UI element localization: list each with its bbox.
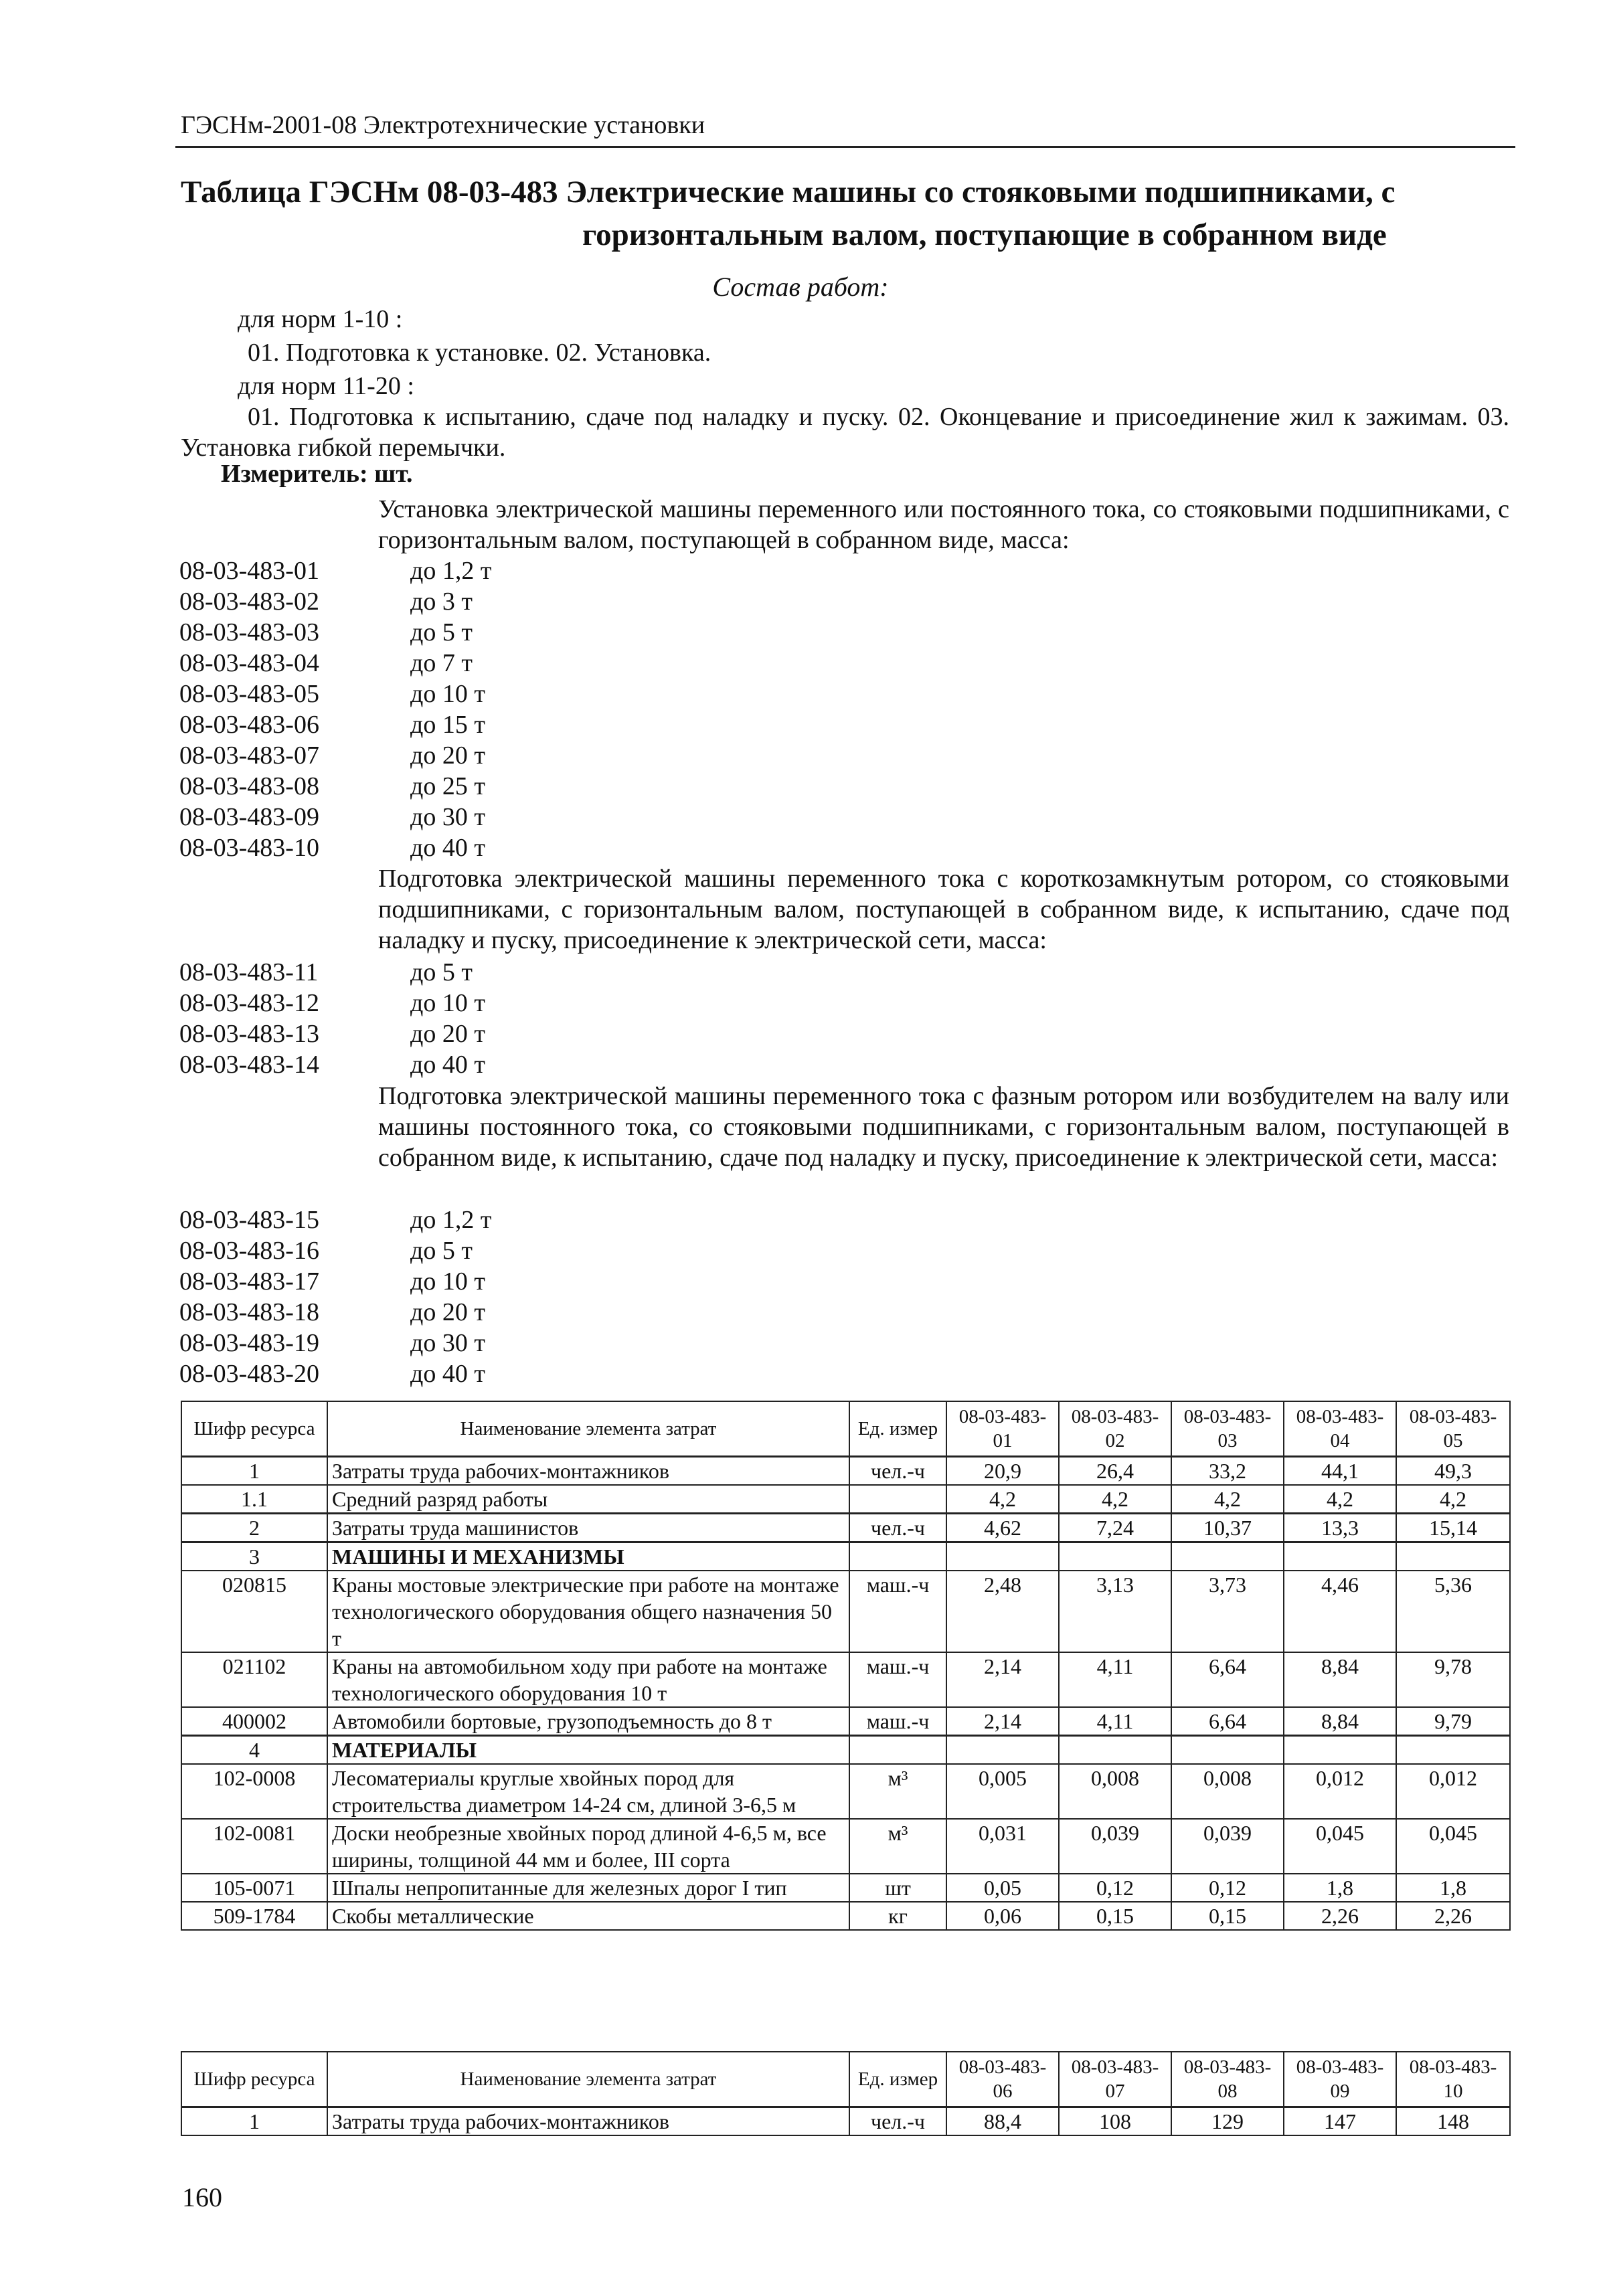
composition-label: Состав работ: bbox=[712, 272, 889, 302]
norms-11-20-label: для норм 11-20 : bbox=[238, 372, 414, 400]
norm-row bbox=[179, 1235, 611, 1266]
norm-code: 08-03-483-08 bbox=[179, 772, 319, 800]
norm-mass: до 5 т bbox=[410, 1237, 473, 1265]
table-header-row bbox=[181, 2052, 1510, 2107]
norm-row bbox=[179, 1328, 611, 1358]
norm-code: 08-03-483-11 bbox=[179, 958, 319, 986]
norm-mass: до 20 т bbox=[410, 741, 485, 770]
header-cell: Наименование элемента затрат bbox=[327, 1401, 849, 1457]
value-cell: 108 bbox=[1059, 2107, 1171, 2136]
table-row bbox=[181, 1764, 1510, 1819]
header-cell: Ед. измер bbox=[849, 1401, 946, 1457]
header-cell: 08-03-483-03 bbox=[1171, 1401, 1284, 1457]
header-cell: 08-03-483-08 bbox=[1171, 2052, 1284, 2107]
unit-cell: м³ bbox=[849, 1764, 946, 1819]
norm-mass: до 20 т bbox=[410, 1298, 485, 1326]
value-cell: 0,045 bbox=[1284, 1819, 1396, 1874]
norm-code: 08-03-483-10 bbox=[179, 834, 319, 862]
norm-code: 08-03-483-04 bbox=[179, 649, 319, 677]
resource-name-cell: Краны на автомобильном ходу при работе на монтаже технологического оборудования 10 т bbox=[327, 1652, 849, 1707]
resource-code-cell: 400002 bbox=[181, 1707, 327, 1736]
norm-mass: до 5 т bbox=[410, 618, 473, 646]
resource-table-1 bbox=[181, 1401, 1511, 1931]
norm-mass: до 20 т bbox=[410, 1020, 485, 1048]
norm-row bbox=[179, 1266, 611, 1297]
title-line-2: горизонтальным валом, поступающие в собранном виде bbox=[582, 217, 1387, 252]
norm-code: 08-03-483-12 bbox=[179, 989, 319, 1017]
value-cell: 0,12 bbox=[1059, 1874, 1171, 1902]
value-cell: 4,2 bbox=[1396, 1485, 1510, 1514]
value-cell bbox=[946, 1736, 1059, 1765]
group2-codes bbox=[179, 957, 611, 1080]
value-cell bbox=[1284, 1736, 1396, 1765]
table-row bbox=[181, 1652, 1510, 1707]
header-cell: 08-03-483-09 bbox=[1284, 2052, 1396, 2107]
norm-row bbox=[179, 555, 611, 586]
value-cell: 4,62 bbox=[946, 1514, 1059, 1542]
norm-mass: до 7 т bbox=[410, 649, 473, 677]
unit-cell: шт bbox=[849, 1874, 946, 1902]
norm-mass: до 10 т bbox=[410, 680, 485, 708]
value-cell: 7,24 bbox=[1059, 1514, 1171, 1542]
value-cell: 1,8 bbox=[1396, 1874, 1510, 1902]
resource-code-cell: 4 bbox=[181, 1736, 327, 1765]
table-row bbox=[181, 1707, 1510, 1736]
value-cell: 4,46 bbox=[1284, 1571, 1396, 1652]
norms-1-10-label: для норм 1-10 : bbox=[238, 305, 403, 333]
value-cell: 4,2 bbox=[1284, 1485, 1396, 1514]
value-cell: 0,031 bbox=[946, 1819, 1059, 1874]
value-cell: 129 bbox=[1171, 2107, 1284, 2136]
table-row bbox=[181, 1485, 1510, 1514]
value-cell: 0,005 bbox=[946, 1764, 1059, 1819]
resource-name-cell: Средний разряд работы bbox=[327, 1485, 849, 1514]
unit-cell: м³ bbox=[849, 1819, 946, 1874]
unit-cell: чел.-ч bbox=[849, 1514, 946, 1542]
value-cell: 2,48 bbox=[946, 1571, 1059, 1652]
header-cell: 08-03-483-04 bbox=[1284, 1401, 1396, 1457]
title-line-1: Таблица ГЭСНм 08-03-483 Электрические машины со стояковыми подшипниками, с bbox=[181, 175, 1396, 209]
norm-row bbox=[179, 988, 611, 1019]
resource-name-cell: Краны мостовые электрические при работе на монтаже технологического оборудования общего назначения 50 т bbox=[327, 1571, 849, 1652]
norm-mass: до 10 т bbox=[410, 1267, 485, 1296]
value-cell bbox=[1284, 1542, 1396, 1571]
resource-code-cell: 102-0008 bbox=[181, 1764, 327, 1819]
norm-row bbox=[179, 771, 611, 802]
norm-row bbox=[179, 1297, 611, 1328]
norm-mass: до 1,2 т bbox=[410, 557, 492, 585]
value-cell bbox=[1396, 1736, 1510, 1765]
norm-row bbox=[179, 679, 611, 709]
norms-11-20-text: 01. Подготовка к испытанию, сдаче под наладку и пуску. 02. Оконцевание и присоединение жил к зажимам. 03. Установка гибкой перемычки. bbox=[181, 403, 1509, 462]
header-cell: Шифр ресурса bbox=[181, 2052, 327, 2107]
value-cell: 6,64 bbox=[1171, 1652, 1284, 1707]
table-row bbox=[181, 1736, 1510, 1765]
value-cell: 88,4 bbox=[946, 2107, 1059, 2136]
norm-code: 08-03-483-03 bbox=[179, 618, 319, 646]
group3-codes bbox=[179, 1205, 611, 1389]
norm-code: 08-03-483-14 bbox=[179, 1051, 319, 1079]
group1-description: Установка электрической машины переменного или постоянного тока, со стояковыми подшипниками, с горизонтальным валом, поступающей в собранном виде, масса: bbox=[378, 495, 1509, 554]
norm-code: 08-03-483-19 bbox=[179, 1329, 319, 1357]
header-cell: 08-03-483-01 bbox=[946, 1401, 1059, 1457]
header-cell: 08-03-483-06 bbox=[946, 2052, 1059, 2107]
header-rule bbox=[175, 146, 1515, 148]
norm-code: 08-03-483-16 bbox=[179, 1237, 319, 1265]
norm-mass: до 40 т bbox=[410, 834, 485, 862]
table-row bbox=[181, 1902, 1510, 1930]
value-cell: 4,11 bbox=[1059, 1707, 1171, 1736]
header-cell: Шифр ресурса bbox=[181, 1401, 327, 1457]
norm-code: 08-03-483-01 bbox=[179, 557, 319, 585]
norm-row bbox=[179, 957, 611, 988]
header-cell: Наименование элемента затрат bbox=[327, 2052, 849, 2107]
resource-code-cell: 1.1 bbox=[181, 1485, 327, 1514]
norm-code: 08-03-483-05 bbox=[179, 680, 319, 708]
value-cell: 10,37 bbox=[1171, 1514, 1284, 1542]
norm-row bbox=[179, 832, 611, 863]
value-cell bbox=[946, 1542, 1059, 1571]
norm-mass: до 1,2 т bbox=[410, 1206, 492, 1234]
resource-code-cell: 021102 bbox=[181, 1652, 327, 1707]
resource-name-cell: Затраты труда рабочих-монтажников bbox=[327, 1457, 849, 1486]
norm-mass: до 30 т bbox=[410, 803, 485, 831]
norm-row bbox=[179, 709, 611, 740]
norm-code: 08-03-483-20 bbox=[179, 1360, 319, 1388]
value-cell: 2,14 bbox=[946, 1652, 1059, 1707]
unit-cell: маш.-ч bbox=[849, 1707, 946, 1736]
norm-row bbox=[179, 1049, 611, 1080]
resource-name-cell: МАТЕРИАЛЫ bbox=[327, 1736, 849, 1765]
value-cell: 44,1 bbox=[1284, 1457, 1396, 1486]
value-cell bbox=[1059, 1542, 1171, 1571]
norm-row bbox=[179, 586, 611, 617]
table-row bbox=[181, 1542, 1510, 1571]
resource-name-cell: Затраты труда рабочих-монтажников bbox=[327, 2107, 849, 2136]
norm-code: 08-03-483-07 bbox=[179, 741, 319, 770]
norms-1-10-text: 01. Подготовка к установке. 02. Установка. bbox=[248, 339, 711, 367]
norm-row bbox=[179, 1205, 611, 1235]
header-cell: 08-03-483-07 bbox=[1059, 2052, 1171, 2107]
norm-mass: до 25 т bbox=[410, 772, 485, 800]
value-cell: 4,2 bbox=[946, 1485, 1059, 1514]
value-cell bbox=[1171, 1736, 1284, 1765]
table-row bbox=[181, 2107, 1510, 2136]
norm-code: 08-03-483-09 bbox=[179, 803, 319, 831]
resource-name-cell: Лесоматериалы круглые хвойных пород для строительства диаметром 14-24 см, длиной 3-6,5 м bbox=[327, 1764, 849, 1819]
norm-mass: до 3 т bbox=[410, 588, 473, 616]
value-cell bbox=[1171, 1542, 1284, 1571]
resource-name-cell: Шпалы непропитанные для железных дорог I тип bbox=[327, 1874, 849, 1902]
unit-cell: чел.-ч bbox=[849, 2107, 946, 2136]
value-cell: 0,012 bbox=[1284, 1764, 1396, 1819]
norm-row bbox=[179, 617, 611, 648]
norm-code: 08-03-483-17 bbox=[179, 1267, 319, 1296]
resource-code-cell: 020815 bbox=[181, 1571, 327, 1652]
value-cell: 1,8 bbox=[1284, 1874, 1396, 1902]
table-row bbox=[181, 1874, 1510, 1902]
value-cell: 15,14 bbox=[1396, 1514, 1510, 1542]
value-cell: 6,64 bbox=[1171, 1707, 1284, 1736]
unit-cell: чел.-ч bbox=[849, 1457, 946, 1486]
value-cell: 4,2 bbox=[1171, 1485, 1284, 1514]
value-cell: 49,3 bbox=[1396, 1457, 1510, 1486]
unit-cell: маш.-ч bbox=[849, 1652, 946, 1707]
meter-label: Измеритель: шт. bbox=[221, 460, 413, 488]
value-cell: 0,039 bbox=[1171, 1819, 1284, 1874]
norm-mass: до 10 т bbox=[410, 989, 485, 1017]
value-cell: 0,012 bbox=[1396, 1764, 1510, 1819]
norm-mass: до 40 т bbox=[410, 1051, 485, 1079]
table-row bbox=[181, 1514, 1510, 1542]
norm-mass: до 40 т bbox=[410, 1360, 485, 1388]
value-cell bbox=[1396, 1542, 1510, 1571]
value-cell: 2,14 bbox=[946, 1707, 1059, 1736]
value-cell: 4,2 bbox=[1059, 1485, 1171, 1514]
resource-name-cell: МАШИНЫ И МЕХАНИЗМЫ bbox=[327, 1542, 849, 1571]
header-cell: 08-03-483-02 bbox=[1059, 1401, 1171, 1457]
table-row bbox=[181, 1571, 1510, 1652]
value-cell: 0,008 bbox=[1171, 1764, 1284, 1819]
page-number: 160 bbox=[182, 2182, 222, 2212]
norm-mass: до 30 т bbox=[410, 1329, 485, 1357]
value-cell: 9,78 bbox=[1396, 1652, 1510, 1707]
header-cell: 08-03-483-10 bbox=[1396, 2052, 1510, 2107]
value-cell: 13,3 bbox=[1284, 1514, 1396, 1542]
value-cell: 0,008 bbox=[1059, 1764, 1171, 1819]
value-cell: 5,36 bbox=[1396, 1571, 1510, 1652]
value-cell: 0,06 bbox=[946, 1902, 1059, 1930]
resource-table-2 bbox=[181, 2051, 1511, 2136]
norm-code: 08-03-483-06 bbox=[179, 711, 319, 739]
table-row bbox=[181, 1819, 1510, 1874]
group2-description: Подготовка электрической машины переменного тока с короткозамкнутым ротором, со стояковыми подшипниками, с горизонтальным валом, поступающей в собранном виде, к испытанию, сдаче под наладку и пуску, присоединение к электрической сети, масса: bbox=[378, 865, 1509, 954]
unit-cell: кг bbox=[849, 1902, 946, 1930]
value-cell: 3,73 bbox=[1171, 1571, 1284, 1652]
value-cell: 0,15 bbox=[1059, 1902, 1171, 1930]
norm-row bbox=[179, 802, 611, 832]
resource-code-cell: 509-1784 bbox=[181, 1902, 327, 1930]
value-cell: 2,26 bbox=[1396, 1902, 1510, 1930]
value-cell: 4,11 bbox=[1059, 1652, 1171, 1707]
value-cell: 0,039 bbox=[1059, 1819, 1171, 1874]
unit-cell bbox=[849, 1485, 946, 1514]
norm-code: 08-03-483-18 bbox=[179, 1298, 319, 1326]
unit-cell bbox=[849, 1736, 946, 1765]
group3-description: Подготовка электрической машины переменного тока с фазным ротором или возбудителем на валу или машины постоянного тока, со стояковыми подшипниками, с горизонтальным валом, поступающей в собранном виде, к испытанию, сдаче под наладку и пуску, присоединение к электрической сети, масса: bbox=[378, 1082, 1509, 1172]
norm-row bbox=[179, 648, 611, 679]
value-cell: 2,26 bbox=[1284, 1902, 1396, 1930]
resource-code-cell: 3 bbox=[181, 1542, 327, 1571]
norm-mass: до 15 т bbox=[410, 711, 485, 739]
value-cell: 0,12 bbox=[1171, 1874, 1284, 1902]
norm-code: 08-03-483-15 bbox=[179, 1206, 319, 1234]
resource-code-cell: 2 bbox=[181, 1514, 327, 1542]
value-cell: 148 bbox=[1396, 2107, 1510, 2136]
resource-code-cell: 1 bbox=[181, 1457, 327, 1486]
header-cell: 08-03-483-05 bbox=[1396, 1401, 1510, 1457]
resource-code-cell: 102-0081 bbox=[181, 1819, 327, 1874]
norm-mass: до 5 т bbox=[410, 958, 473, 986]
value-cell: 8,84 bbox=[1284, 1652, 1396, 1707]
value-cell: 147 bbox=[1284, 2107, 1396, 2136]
table-header-row bbox=[181, 1401, 1510, 1457]
value-cell: 9,79 bbox=[1396, 1707, 1510, 1736]
resource-name-cell: Затраты труда машинистов bbox=[327, 1514, 849, 1542]
norm-row bbox=[179, 1019, 611, 1049]
value-cell: 20,9 bbox=[946, 1457, 1059, 1486]
running-header: ГЭСНм-2001-08 Электротехнические установки bbox=[181, 111, 705, 139]
table-title bbox=[181, 171, 1515, 256]
resource-code-cell: 105-0071 bbox=[181, 1874, 327, 1902]
norm-row bbox=[179, 1358, 611, 1389]
unit-cell: маш.-ч bbox=[849, 1571, 946, 1652]
unit-cell bbox=[849, 1542, 946, 1571]
header-cell: Ед. измер bbox=[849, 2052, 946, 2107]
resource-code-cell: 1 bbox=[181, 2107, 327, 2136]
table-row bbox=[181, 1457, 1510, 1486]
value-cell: 0,045 bbox=[1396, 1819, 1510, 1874]
resource-name-cell: Доски необрезные хвойных пород длиной 4-6,5 м, все ширины, толщиной 44 мм и более, III сорта bbox=[327, 1819, 849, 1874]
value-cell: 3,13 bbox=[1059, 1571, 1171, 1652]
resource-name-cell: Скобы металлические bbox=[327, 1902, 849, 1930]
value-cell: 0,05 bbox=[946, 1874, 1059, 1902]
value-cell bbox=[1059, 1736, 1171, 1765]
norm-code: 08-03-483-02 bbox=[179, 588, 319, 616]
group1-codes bbox=[179, 555, 611, 863]
value-cell: 0,15 bbox=[1171, 1902, 1284, 1930]
value-cell: 26,4 bbox=[1059, 1457, 1171, 1486]
resource-name-cell: Автомобили бортовые, грузоподъемность до 8 т bbox=[327, 1707, 849, 1736]
value-cell: 8,84 bbox=[1284, 1707, 1396, 1736]
norm-row bbox=[179, 740, 611, 771]
value-cell: 33,2 bbox=[1171, 1457, 1284, 1486]
norm-code: 08-03-483-13 bbox=[179, 1020, 319, 1048]
